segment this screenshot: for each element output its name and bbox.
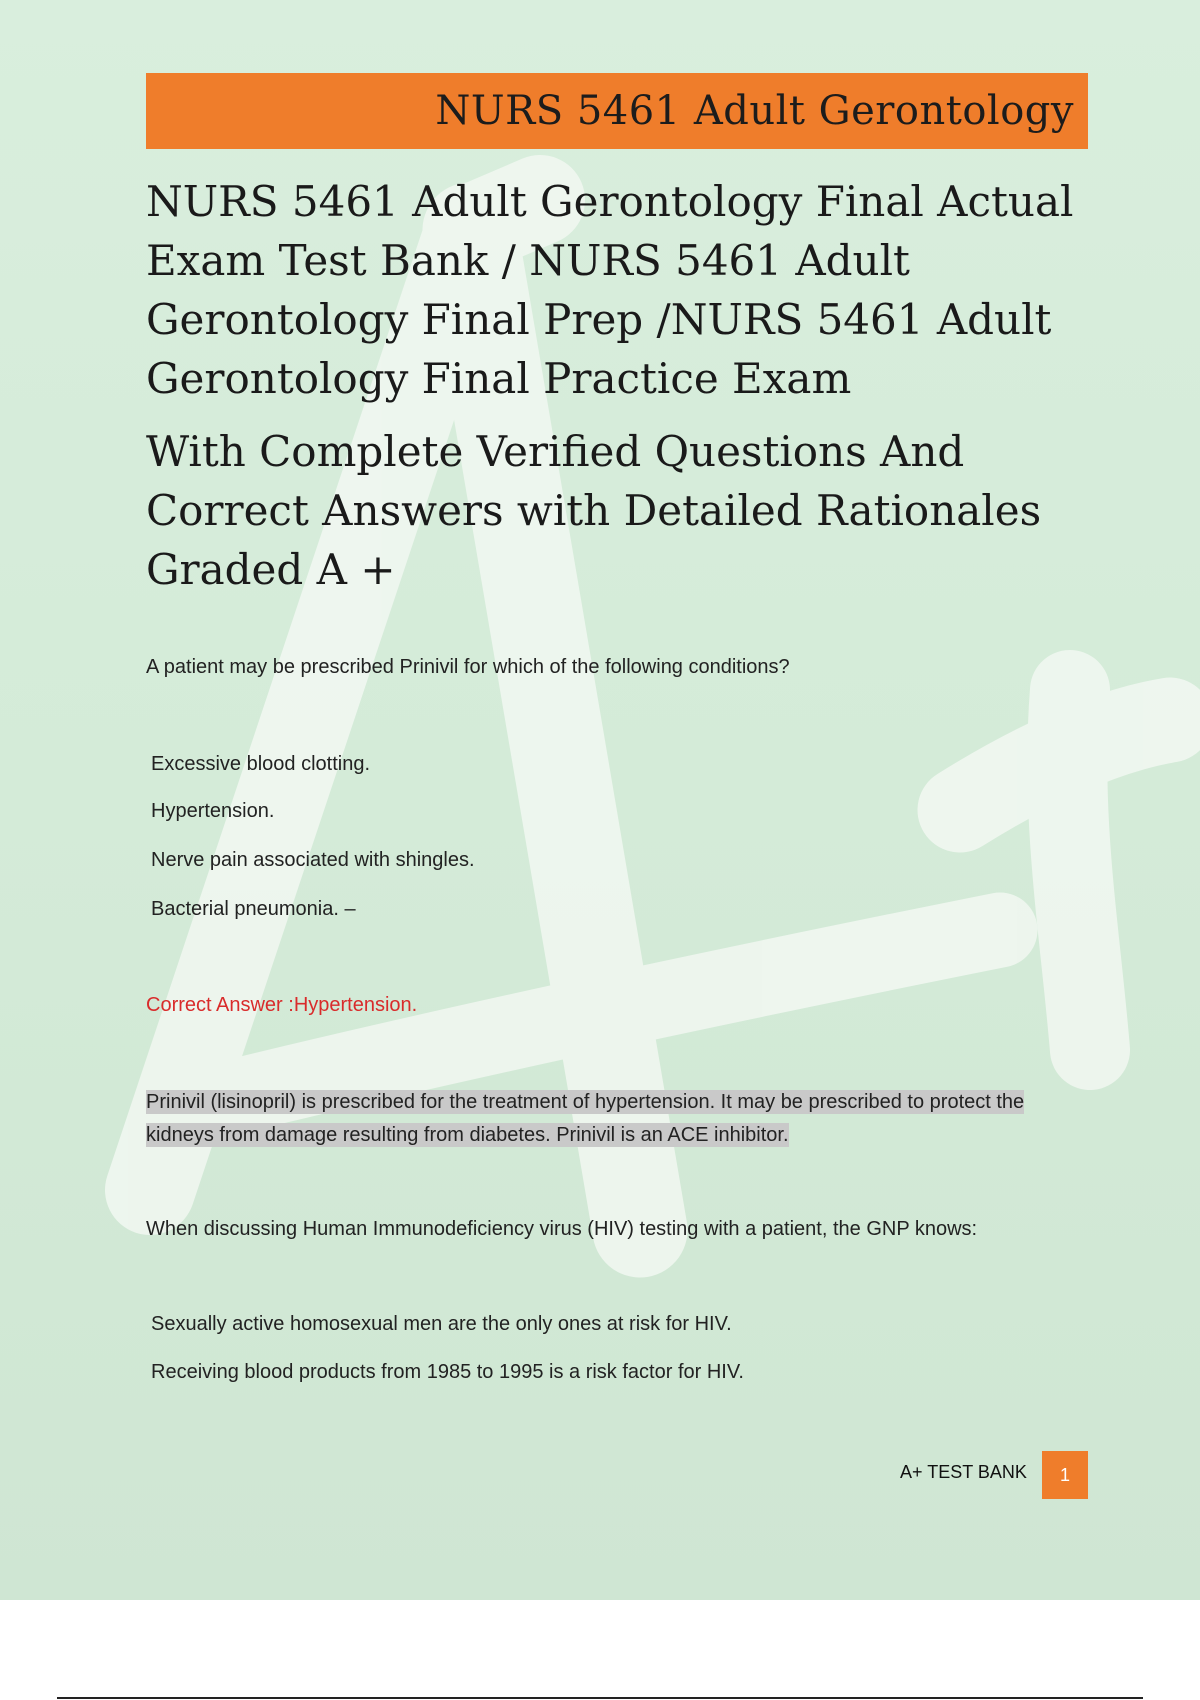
question-1-rationale	[146, 1086, 1046, 1152]
header-banner	[146, 73, 1088, 149]
question-1-prompt: A patient may be prescribed Prinivil for which of the following conditions?	[146, 656, 790, 678]
header-banner-text: NURS 5461 Adult Gerontology	[435, 88, 1074, 134]
question-1-rationale-text: Prinivil (lisinopril) is prescribed for the treatment of hypertension. It may be prescribed to protect the kidneys from damage resulting from diabetes. Prinivil is an ACE inhibitor.	[146, 1091, 1025, 1146]
question-2-prompt: When discussing Human Immunodeficiency virus (HIV) testing with a patient, the GNP knows:	[146, 1218, 978, 1240]
question-2-option: Receiving blood products from 1985 to 1995 is a risk factor for HIV.	[151, 1361, 744, 1383]
question-1-option: Hypertension.	[151, 800, 275, 822]
question-1-correct-answer: Correct Answer :Hypertension.	[146, 994, 418, 1016]
document-subtitle: With Complete Verified Questions And Correct Answers with Detailed Rationales Graded A +	[146, 427, 1042, 594]
question-1-option: Bacterial pneumonia. –	[151, 898, 356, 920]
footer-label: A+ TEST BANK	[900, 1462, 1027, 1482]
question-2-option: Sexually active homosexual men are the only ones at risk for HIV.	[151, 1313, 732, 1335]
document-title: NURS 5461 Adult Gerontology Final Actual Exam Test Bank / NURS 5461 Adult Gerontology Final Prep /NURS 5461 Adult Gerontology Final Practice Exam	[146, 177, 1074, 403]
question-1-option: Excessive blood clotting.	[151, 753, 371, 775]
page-number-badge: 1	[1042, 1451, 1088, 1499]
question-1-option: Nerve pain associated with shingles.	[151, 849, 475, 871]
bottom-divider	[57, 1697, 1143, 1699]
